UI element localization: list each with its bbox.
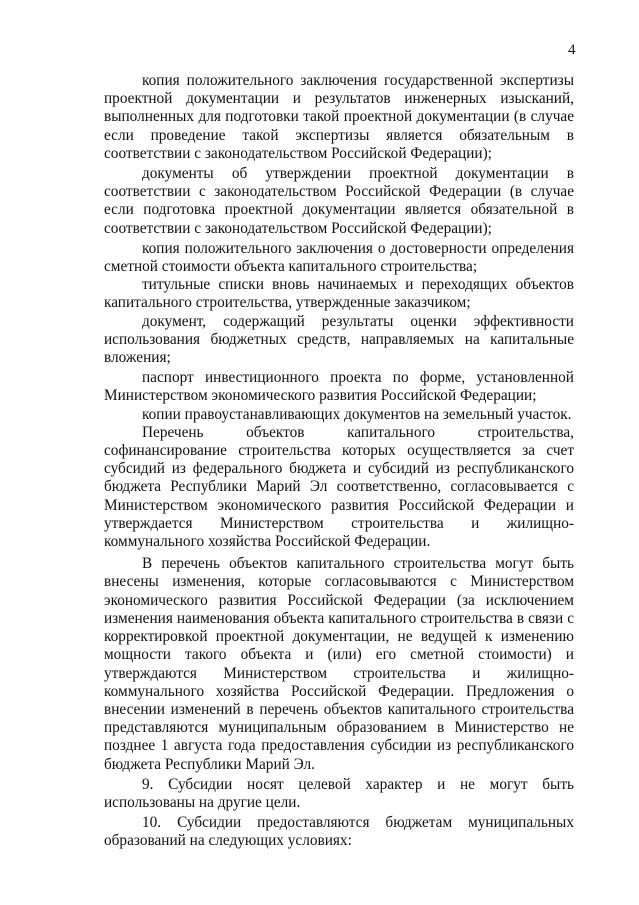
- paragraph-expertise-copy: копия положительного заключения государственной экспертизы проектной документации и результатов инженерных изысканий, выполненных для подготовки такой проектной документации (в случае если проведение такой экспертизы является обязательным в соответствии с законодательством Российской Федерации);: [104, 72, 574, 162]
- paragraph-title-lists: титульные списки вновь начинаемых и переходящих объектов капитального строительства, утвержденные заказчиком;: [104, 276, 574, 312]
- paragraph-objects-list: Перечень объектов капитального строительства, софинансирование строительства которых осуществляется за счет субсидий из федерального бюджета и субсидий из республиканского бюджета Республики Марий Эл соответственно, согласовывается с Министерством экономического развития Российской Федерации и утверждается Министерством строительства и жилищно-коммунального хозяйства Российской Федерации.: [104, 423, 574, 551]
- paragraph-cost-reliability: копия положительного заключения о достоверности определения сметной стоимости объекта капитального строительства;: [104, 239, 574, 276]
- document-body: [104, 72, 574, 851]
- paragraph-clause-10: 10. Субсидии предоставляются бюджетам муниципальных образований на следующих условиях:: [104, 814, 574, 850]
- paragraph-list-changes: В перечень объектов капитального строительства могут быть внесены изменения, которые согласовываются с Министерством экономического развития Российской Федерации (за исключением изменения наименования объекта капитального строительства в связи с корректировкой проектной документации, не ведущей к изменению мощности такого объекта и (или) его сметной стоимости) и утверждаются Министерством строительства и жилищно-коммунального хозяйства Российской Федерации. Предложения о внесении изменений в перечень объектов капитального строительства представляются муниципальным образованием в Министерство не позднее 1 августа года предоставления субсидии из республиканского бюджета Республики Марий Эл.: [104, 555, 574, 773]
- paragraph-clause-9: 9. Субсидии носят целевой характер и не могут быть использованы на другие цели.: [104, 775, 574, 811]
- paragraph-efficiency-assessment: документ, содержащий результаты оценки эффективности использования бюджетных средств, направляемых на капитальные вложения;: [104, 312, 574, 367]
- paragraph-approval-documents: документы об утверждении проектной документации в соответствии с законодательством Российской Федерации (в случае если подготовка проектной документации является обязательной в соответствии с законодательством Российской Федерации);: [104, 165, 574, 237]
- paragraph-land-documents: копии правоустанавливающих документов на земельный участок.: [142, 405, 572, 423]
- page-number: 4: [568, 42, 576, 58]
- paragraph-investment-passport: паспорт инвестиционного проекта по форме, установленной Министерством экономического развития Российской Федерации;: [104, 369, 574, 405]
